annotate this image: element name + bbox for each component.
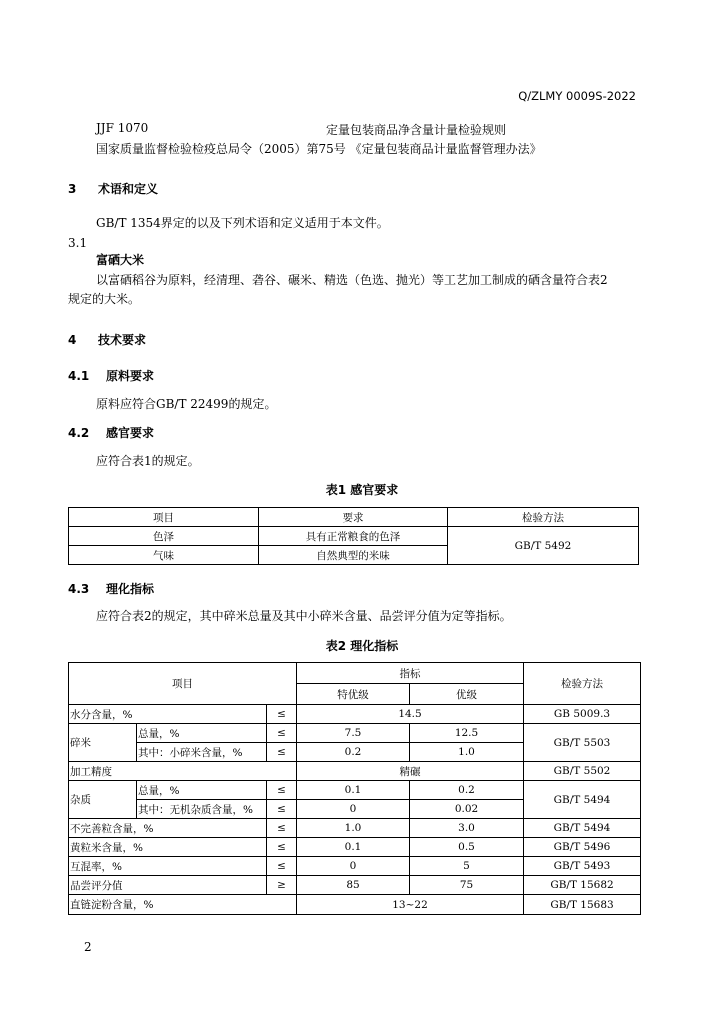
table-2-header-grade1: 特优级 — [297, 684, 410, 705]
section-4-2-text: 应符合表1的规定。 — [96, 454, 200, 468]
table-cell: 其中：小碎米含量，% — [137, 743, 267, 762]
table-2-header-item: 项目 — [69, 663, 297, 705]
table-row — [69, 819, 641, 838]
table-2-header-method: 检验方法 — [524, 663, 641, 705]
table-row — [69, 781, 641, 800]
table-2-header-grade2: 优级 — [410, 684, 524, 705]
table-row — [69, 527, 639, 546]
term-definition-line1: 以富硒稻谷为原料，经清理、砻谷、碾米、精选（色选、抛光）等工艺加工制成的硒含量符合表2 — [96, 273, 608, 287]
table-cell: ≤ — [267, 705, 297, 724]
table-row — [69, 762, 641, 781]
table-2-caption: 表2 理化指标 — [325, 639, 399, 653]
table-cell: 0.02 — [410, 800, 524, 819]
table-cell: GB/T 5494 — [524, 781, 641, 819]
table-1-header-method: 检验方法 — [448, 508, 639, 527]
table-row — [69, 508, 639, 527]
table-cell: 5 — [410, 857, 524, 876]
table-cell: 碎米 — [69, 724, 137, 762]
table-row — [69, 724, 641, 743]
table-cell: 1.0 — [410, 743, 524, 762]
table-2-header-index: 指标 — [297, 663, 524, 684]
table-cell: 水分含量，% — [69, 705, 267, 724]
table-cell: 7.5 — [297, 724, 410, 743]
table-row — [69, 663, 641, 684]
table-cell: ≥ — [267, 876, 297, 895]
ref-decree: 国家质量监督检验检疫总局令（2005）第75号 《定量包装商品计量监督管理办法》 — [96, 142, 542, 156]
table-cell: 3.0 — [410, 819, 524, 838]
table-row — [69, 895, 641, 915]
table-2 — [68, 662, 641, 915]
table-cell: 色泽 — [69, 527, 259, 546]
table-cell: GB/T 15682 — [524, 876, 641, 895]
section-4-1-text: 原料应符合GB/T 22499的规定。 — [96, 397, 277, 411]
table-cell: 0.5 — [410, 838, 524, 857]
table-cell: 85 — [297, 876, 410, 895]
table-cell: 0 — [297, 857, 410, 876]
section-3-intro: GB/T 1354界定的以及下列术语和定义适用于本文件。 — [96, 216, 389, 230]
section-3-heading: 3 术语和定义 — [68, 182, 159, 196]
section-4-heading: 4 技术要求 — [68, 333, 147, 347]
table-cell: 0.2 — [410, 781, 524, 800]
table-cell: 黄粒米含量，% — [69, 838, 267, 857]
ref-title: 定量包装商品净含量计量检验规则 — [326, 123, 507, 137]
table-cell: 自然典型的米味 — [259, 546, 448, 565]
table-1 — [68, 507, 639, 565]
table-cell: ≤ — [267, 800, 297, 819]
page-number: 2 — [84, 940, 92, 954]
table-1-caption: 表1 感官要求 — [325, 483, 399, 497]
term-number: 3.1 — [68, 236, 88, 250]
table-cell: ≤ — [267, 819, 297, 838]
table-cell: 精碾 — [297, 762, 524, 781]
table-cell: ≤ — [267, 781, 297, 800]
table-cell: ≤ — [267, 838, 297, 857]
table-cell: ≤ — [267, 857, 297, 876]
table-cell: GB/T 5502 — [524, 762, 641, 781]
table-cell: 13~22 — [297, 895, 524, 915]
table-cell: 0.1 — [297, 838, 410, 857]
table-cell: 0.2 — [297, 743, 410, 762]
table-cell: 1.0 — [297, 819, 410, 838]
table-row — [69, 705, 641, 724]
table-1-header-item: 项目 — [69, 508, 259, 527]
table-row — [69, 857, 641, 876]
table-cell: 0.1 — [297, 781, 410, 800]
table-cell: GB 5009.3 — [524, 705, 641, 724]
table-1-header-req: 要求 — [259, 508, 448, 527]
table-cell: 其中：无机杂质含量，% — [137, 800, 267, 819]
table-cell: 互混率，% — [69, 857, 267, 876]
table-cell: GB/T 5493 — [524, 857, 641, 876]
section-4-2-heading: 4.2 感官要求 — [68, 426, 155, 440]
table-cell: GB/T 5494 — [524, 819, 641, 838]
table-cell: GB/T 5503 — [524, 724, 641, 762]
table-cell: GB/T 5496 — [524, 838, 641, 857]
table-cell: GB/T 15683 — [524, 895, 641, 915]
table-cell: 总量，% — [137, 724, 267, 743]
table-cell: 直链淀粉含量，% — [69, 895, 297, 915]
table-1-method: GB/T 5492 — [448, 527, 639, 565]
standard-number: Q/ZLMY 0009S-2022 — [518, 89, 636, 103]
table-row — [69, 876, 641, 895]
section-4-3-heading: 4.3 理化指标 — [68, 582, 155, 596]
table-cell: 品尝评分值 — [69, 876, 267, 895]
table-cell: 12.5 — [410, 724, 524, 743]
table-cell: 气味 — [69, 546, 259, 565]
ref-code: JJF 1070 — [96, 121, 149, 135]
table-cell: 具有正常粮食的色泽 — [259, 527, 448, 546]
term-name: 富硒大米 — [96, 253, 145, 267]
table-cell: 不完善粒含量，% — [69, 819, 267, 838]
table-row — [69, 838, 641, 857]
table-cell: 总量，% — [137, 781, 267, 800]
table-cell: 0 — [297, 800, 410, 819]
table-cell: 75 — [410, 876, 524, 895]
table-cell: 加工精度 — [69, 762, 297, 781]
table-cell: 杂质 — [69, 781, 137, 819]
section-4-1-heading: 4.1 原料要求 — [68, 369, 155, 383]
table-cell: 14.5 — [297, 705, 524, 724]
table-cell: ≤ — [267, 724, 297, 743]
term-definition-line2: 规定的大米。 — [68, 292, 141, 306]
table-cell: ≤ — [267, 743, 297, 762]
section-4-3-text: 应符合表2的规定，其中碎米总量及其中小碎米含量、品尝评分值为定等指标。 — [96, 609, 512, 623]
